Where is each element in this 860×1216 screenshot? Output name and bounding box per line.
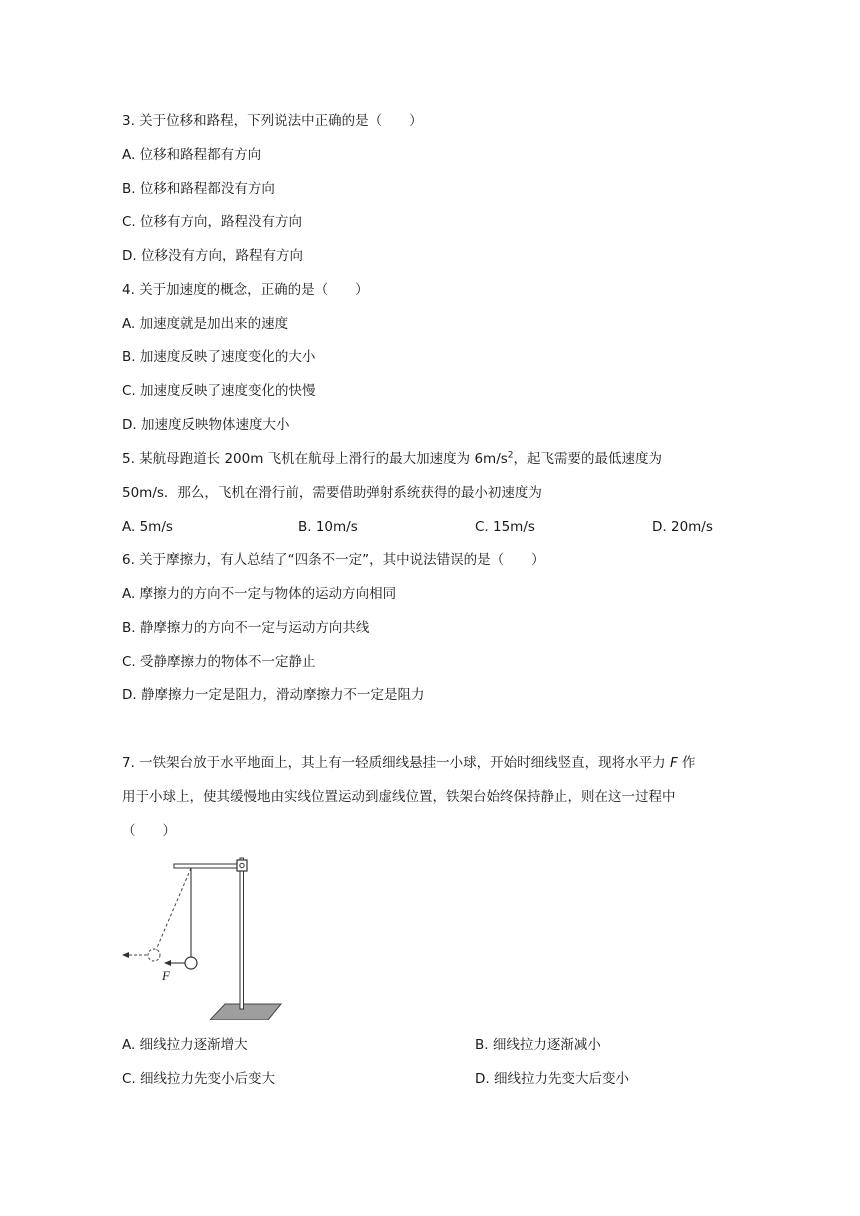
stand-rod — [240, 858, 244, 1009]
iron-stand-diagram — [118, 852, 288, 1020]
q7-stem-force-symbol: F — [669, 755, 678, 771]
q5-stem-superscript: 2 — [507, 450, 514, 461]
q7-option-d: D. 细线拉力先变大后变小 — [475, 1071, 629, 1087]
q3-stem: 3. 关于位移和路程，下列说法中正确的是（ ） — [122, 113, 423, 129]
q3-option-c: C. 位移有方向，路程没有方向 — [122, 214, 303, 230]
q5-stem-part2: ，起飞需要的最低速度为 — [513, 451, 663, 467]
q6-option-a: A. 摩擦力的方向不一定与物体的运动方向相同 — [122, 586, 397, 602]
q7-option-c: C. 细线拉力先变小后变大 — [122, 1071, 276, 1087]
q5-option-a: A. 5m/s — [122, 519, 173, 535]
q5-option-c: C. 15m/s — [475, 519, 535, 535]
stand-clamp — [237, 860, 247, 871]
q7-stem-line3: （ ） — [122, 823, 176, 839]
force-label: F — [162, 968, 170, 983]
q7-stem-line1 — [122, 754, 696, 772]
force-arrow-head-icon — [164, 960, 171, 966]
q3-option-a: A. 位移和路程都有方向 — [122, 147, 262, 163]
q7-stem-line2: 用于小球上，使其缓慢地由实线位置运动到虚线位置，铁架台始终保持静止，则在这一过程中 — [122, 789, 676, 805]
q4-option-b: B. 加速度反映了速度变化的大小 — [122, 349, 316, 365]
q3-option-d: D. 位移没有方向，路程有方向 — [122, 248, 303, 264]
q5-option-b: B. 10m/s — [298, 519, 358, 535]
q6-stem: 6. 关于摩擦力，有人总结了“四条不一定”，其中说法错误的是（ ） — [122, 552, 545, 568]
q4-option-a: A. 加速度就是加出来的速度 — [122, 316, 289, 332]
q7-stem-line1-part1: 7. 一铁架台放于水平地面上，其上有一轻质细线悬挂一小球，开始时细线竖直，现将水平力 — [122, 755, 670, 771]
ball-dashed — [148, 949, 160, 961]
q5-stem-line1 — [122, 450, 662, 468]
q5-stem-line2: 50m/s．那么，飞机在滑行前，需要借助弹射系统获得的最小初速度为 — [122, 485, 542, 501]
q7-figure — [118, 852, 288, 1020]
q4-stem: 4. 关于加速度的概念，正确的是（ ） — [122, 282, 369, 298]
q6-option-d: D. 静摩擦力一定是阻力，滑动摩擦力不一定是阻力 — [122, 687, 425, 703]
q7-stem-line1-part2: 作 — [677, 755, 696, 771]
q6-option-c: C. 受静摩擦力的物体不一定静止 — [122, 654, 316, 670]
stand-arm — [174, 864, 241, 868]
q3-option-b: B. 位移和路程都没有方向 — [122, 181, 275, 197]
arrow-dashed-head-icon — [122, 952, 129, 958]
q7-option-b: B. 细线拉力逐渐减小 — [475, 1037, 601, 1053]
q4-option-d: D. 加速度反映物体速度大小 — [122, 417, 290, 433]
q6-option-b: B. 静摩擦力的方向不一定与运动方向共线 — [122, 620, 370, 636]
string-dashed — [156, 868, 191, 950]
q5-option-d: D. 20m/s — [652, 519, 713, 535]
q4-option-c: C. 加速度反映了速度变化的快慢 — [122, 383, 316, 399]
q7-option-a: A. 细线拉力逐渐增大 — [122, 1037, 248, 1053]
q5-stem-part1: 5. 某航母跑道长 200m 飞机在航母上滑行的最大加速度为 6m/s — [122, 451, 508, 467]
ball-solid — [185, 957, 197, 969]
stand-base — [210, 1004, 281, 1020]
